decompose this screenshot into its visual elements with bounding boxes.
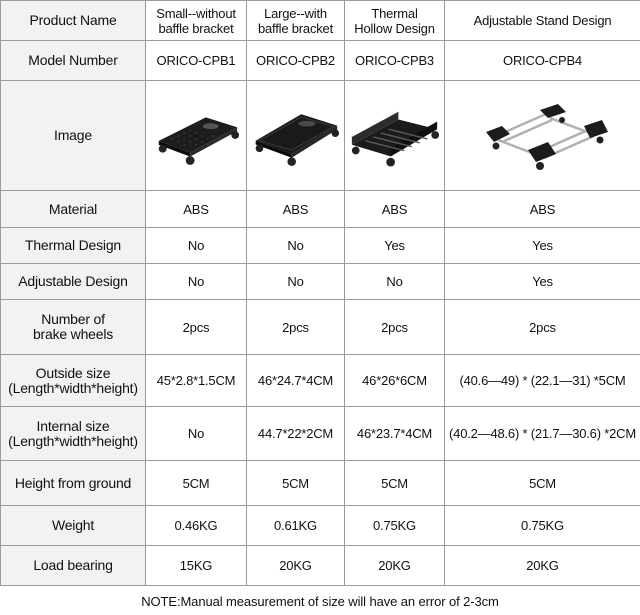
- value-cell: ABS: [146, 191, 247, 228]
- model-cell: ORICO-CPB2: [247, 41, 345, 81]
- value-cell: (40.2—48.6) * (21.7—30.6) *2CM: [445, 407, 640, 461]
- value-cell: No: [345, 264, 445, 300]
- value-cell: 5CM: [445, 461, 640, 506]
- value-cell: 2pcs: [445, 300, 640, 355]
- value-cell: 2pcs: [247, 300, 345, 355]
- row-label: Model Number: [1, 41, 146, 81]
- hollow-cart-image: [348, 101, 441, 171]
- value-cell: 0.46KG: [146, 506, 247, 546]
- product-name-line: Hollow Design: [354, 20, 435, 36]
- row-label-line: brake wheels: [32, 326, 114, 342]
- row-label: Adjustable Design: [1, 264, 146, 300]
- row-thermal-design: [1, 228, 640, 264]
- row-label-line: (Length*width*height): [8, 379, 138, 396]
- row-brake-wheels: [1, 300, 640, 355]
- value-cell: ABS: [445, 191, 640, 228]
- row-label: Weight: [1, 506, 146, 546]
- row-label: [1, 407, 146, 461]
- value-cell: 44.7*22*2CM: [247, 407, 345, 461]
- value-cell: 5CM: [345, 461, 445, 506]
- large-cart-image: [250, 99, 341, 173]
- value-cell: Yes: [345, 228, 445, 264]
- product-name-cell: [146, 1, 247, 41]
- row-label-line: Internal size: [36, 417, 110, 434]
- value-cell: ABS: [247, 191, 345, 228]
- image-cell: [146, 81, 247, 191]
- value-cell: No: [247, 264, 345, 300]
- product-name-line: Large--with: [264, 5, 327, 21]
- value-cell: No: [247, 228, 345, 264]
- row-adjustable-design: [1, 264, 640, 300]
- product-name-line: Small--without: [156, 5, 236, 21]
- image-cell: [247, 81, 345, 191]
- value-cell: 45*2.8*1.5CM: [146, 355, 247, 407]
- row-label: Product Name: [1, 1, 146, 41]
- value-cell: ABS: [345, 191, 445, 228]
- product-name-line: baffle bracket: [158, 20, 234, 36]
- value-cell: 5CM: [146, 461, 247, 506]
- row-label-line: (Length*width*height): [8, 432, 138, 449]
- model-cell: ORICO-CPB1: [146, 41, 247, 81]
- row-label: Load bearing: [1, 546, 146, 586]
- row-label: Height from ground: [1, 461, 146, 506]
- row-load-bearing: [1, 546, 640, 586]
- row-weight: [1, 506, 640, 546]
- image-cell: [345, 81, 445, 191]
- product-name-line: Thermal: [371, 5, 418, 21]
- model-cell: ORICO-CPB4: [445, 41, 640, 81]
- measurement-note: NOTE:Manual measurement of size will have an error of 2-3cm: [141, 594, 499, 609]
- product-name-line: baffle bracket: [257, 20, 333, 36]
- row-label: Image: [1, 81, 146, 191]
- row-internal-size: [1, 407, 640, 461]
- row-label: [1, 355, 146, 407]
- image-cell: [445, 81, 640, 191]
- model-cell: ORICO-CPB3: [345, 41, 445, 81]
- row-model-number: [1, 41, 640, 81]
- row-image: [1, 81, 640, 191]
- value-cell: 46*23.7*4CM: [345, 407, 445, 461]
- small-cart-image: [149, 101, 243, 171]
- row-label-line: Outside size: [35, 364, 111, 381]
- row-outside-size: [1, 355, 640, 407]
- value-cell: No: [146, 264, 247, 300]
- row-label: Material: [1, 191, 146, 228]
- value-cell: 46*26*6CM: [345, 355, 445, 407]
- value-cell: No: [146, 407, 247, 461]
- value-cell: 20KG: [445, 546, 640, 586]
- value-cell: 20KG: [247, 546, 345, 586]
- row-label-line: Number of: [41, 311, 105, 327]
- product-name-cell: [345, 1, 445, 41]
- value-cell: 2pcs: [146, 300, 247, 355]
- value-cell: 2pcs: [345, 300, 445, 355]
- row-material: [1, 191, 640, 228]
- product-name-cell: [445, 1, 640, 41]
- row-height-from-ground: [1, 461, 640, 506]
- row-label: Thermal Design: [1, 228, 146, 264]
- value-cell: 15KG: [146, 546, 247, 586]
- value-cell: Yes: [445, 228, 640, 264]
- value-cell: 0.75KG: [445, 506, 640, 546]
- value-cell: 46*24.7*4CM: [247, 355, 345, 407]
- value-cell: (40.6—49) * (22.1—31) *5CM: [445, 355, 640, 407]
- product-name-line: Adjustable Stand Design: [473, 13, 612, 28]
- value-cell: No: [146, 228, 247, 264]
- value-cell: 0.61KG: [247, 506, 345, 546]
- product-name-cell: [247, 1, 345, 41]
- value-cell: 5CM: [247, 461, 345, 506]
- row-product-name: [1, 1, 640, 41]
- adjustable-stand-image: [468, 96, 618, 176]
- value-cell: Yes: [445, 264, 640, 300]
- value-cell: 0.75KG: [345, 506, 445, 546]
- row-label: [1, 300, 146, 355]
- value-cell: 20KG: [345, 546, 445, 586]
